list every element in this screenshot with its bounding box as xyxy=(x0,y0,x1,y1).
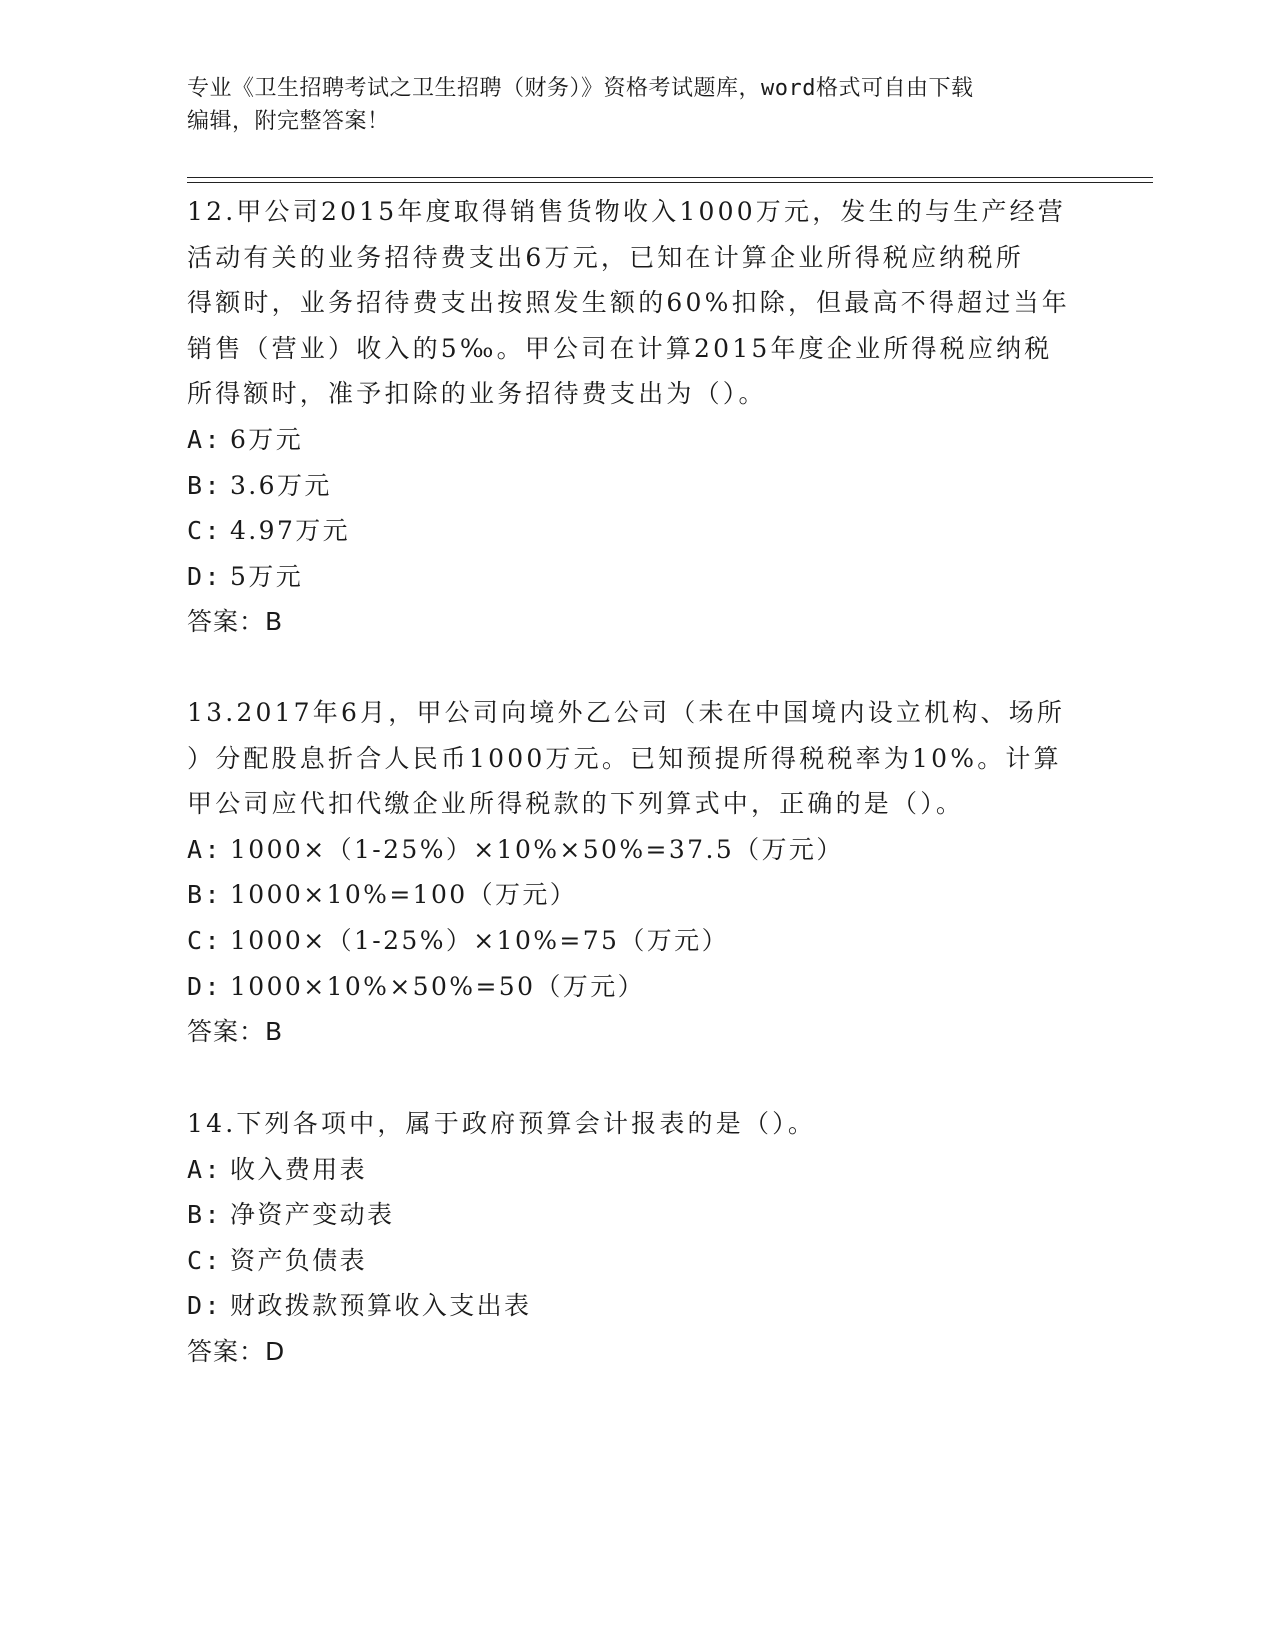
question-14-option-c xyxy=(187,1238,1087,1284)
option-key: B: xyxy=(187,880,222,910)
question-12-option-d xyxy=(187,554,1087,600)
question-13-option-c xyxy=(187,918,1087,964)
option-text: 1000×10%×50%=50（万元） xyxy=(230,971,646,1001)
option-key: D: xyxy=(187,971,222,1001)
question-12-line-3: 得额时，业务招待费支出按照发生额的60%扣除，但最高不得超过当年 xyxy=(187,288,1070,318)
option-key: A: xyxy=(187,1154,222,1184)
question-13-line-1: 13.2017年6月，甲公司向境外乙公司（未在中国境内设立机构、场所 xyxy=(187,698,1066,727)
option-text: 3.6万元 xyxy=(230,470,332,500)
question-12-option-c xyxy=(187,508,1087,554)
question-14-answer: 答案：D xyxy=(187,1336,286,1366)
question-12-answer: 答案：B xyxy=(187,607,284,637)
question-13-option-a xyxy=(187,827,1087,873)
option-key: C: xyxy=(187,925,222,955)
option-text: 4.97万元 xyxy=(230,516,351,546)
option-key: C: xyxy=(187,1245,222,1275)
question-12-line-5: 所得额时，准予扣除的业务招待费支出为（）。 xyxy=(187,379,767,409)
option-key: B: xyxy=(187,1200,222,1230)
header-line-1: 专业《卫生招聘考试之卫生招聘（财务）》资格考试题库，word格式可自由下载 xyxy=(187,76,974,101)
question-14-line-1: 14.下列各项中，属于政府预算会计报表的是（）。 xyxy=(187,1109,817,1138)
option-text: 净资产变动表 xyxy=(230,1200,395,1230)
document-header xyxy=(187,72,1087,138)
option-text: 资产负债表 xyxy=(230,1245,368,1275)
question-14-option-a xyxy=(187,1147,1087,1193)
option-text: 6万元 xyxy=(230,424,304,454)
header-divider-bottom xyxy=(187,182,1153,183)
option-text: 1000×10%=100（万元） xyxy=(230,880,578,910)
question-14 xyxy=(187,1101,1087,1375)
question-13-line-3: 甲公司应代扣代缴企业所得税款的下列算式中，正确的是（）。 xyxy=(187,789,965,819)
question-13 xyxy=(187,690,1087,1055)
question-12-option-a xyxy=(187,417,1087,463)
option-text: 1000×（1-25%）×10%×50%=37.5（万元） xyxy=(230,834,844,864)
question-13-answer: 答案：B xyxy=(187,1017,284,1047)
question-14-option-b xyxy=(187,1192,1087,1238)
question-14-option-d xyxy=(187,1283,1087,1329)
option-key: D: xyxy=(187,561,222,591)
question-13-option-b xyxy=(187,872,1087,918)
option-key: B: xyxy=(187,470,222,500)
header-line-2: 编辑，附完整答案！ xyxy=(187,109,390,134)
question-13-line-2: ）分配股息折合人民币1000万元。已知预提所得税税率为10%。计算 xyxy=(187,743,1062,773)
option-key: C: xyxy=(187,516,222,546)
option-key: D: xyxy=(187,1291,222,1321)
question-12 xyxy=(187,189,1087,645)
header-divider-top xyxy=(187,177,1153,178)
option-text: 1000×（1-25%）×10%=75（万元） xyxy=(230,925,729,955)
option-text: 5万元 xyxy=(230,561,304,591)
question-12-option-b xyxy=(187,463,1087,509)
question-12-line-1: 12.甲公司2015年度取得销售货物收入1000万元，发生的与生产经营 xyxy=(187,197,1067,226)
option-key: A: xyxy=(187,424,222,454)
option-text: 收入费用表 xyxy=(230,1154,368,1184)
option-key: A: xyxy=(187,834,222,864)
question-12-line-4: 销售（营业）收入的5‰。甲公司在计算2015年度企业所得税应纳税 xyxy=(187,333,1053,363)
option-text: 财政拨款预算收入支出表 xyxy=(230,1291,532,1321)
question-13-option-d xyxy=(187,964,1087,1010)
question-12-line-2: 活动有关的业务招待费支出6万元，已知在计算企业所得税应纳税所 xyxy=(187,242,1024,272)
